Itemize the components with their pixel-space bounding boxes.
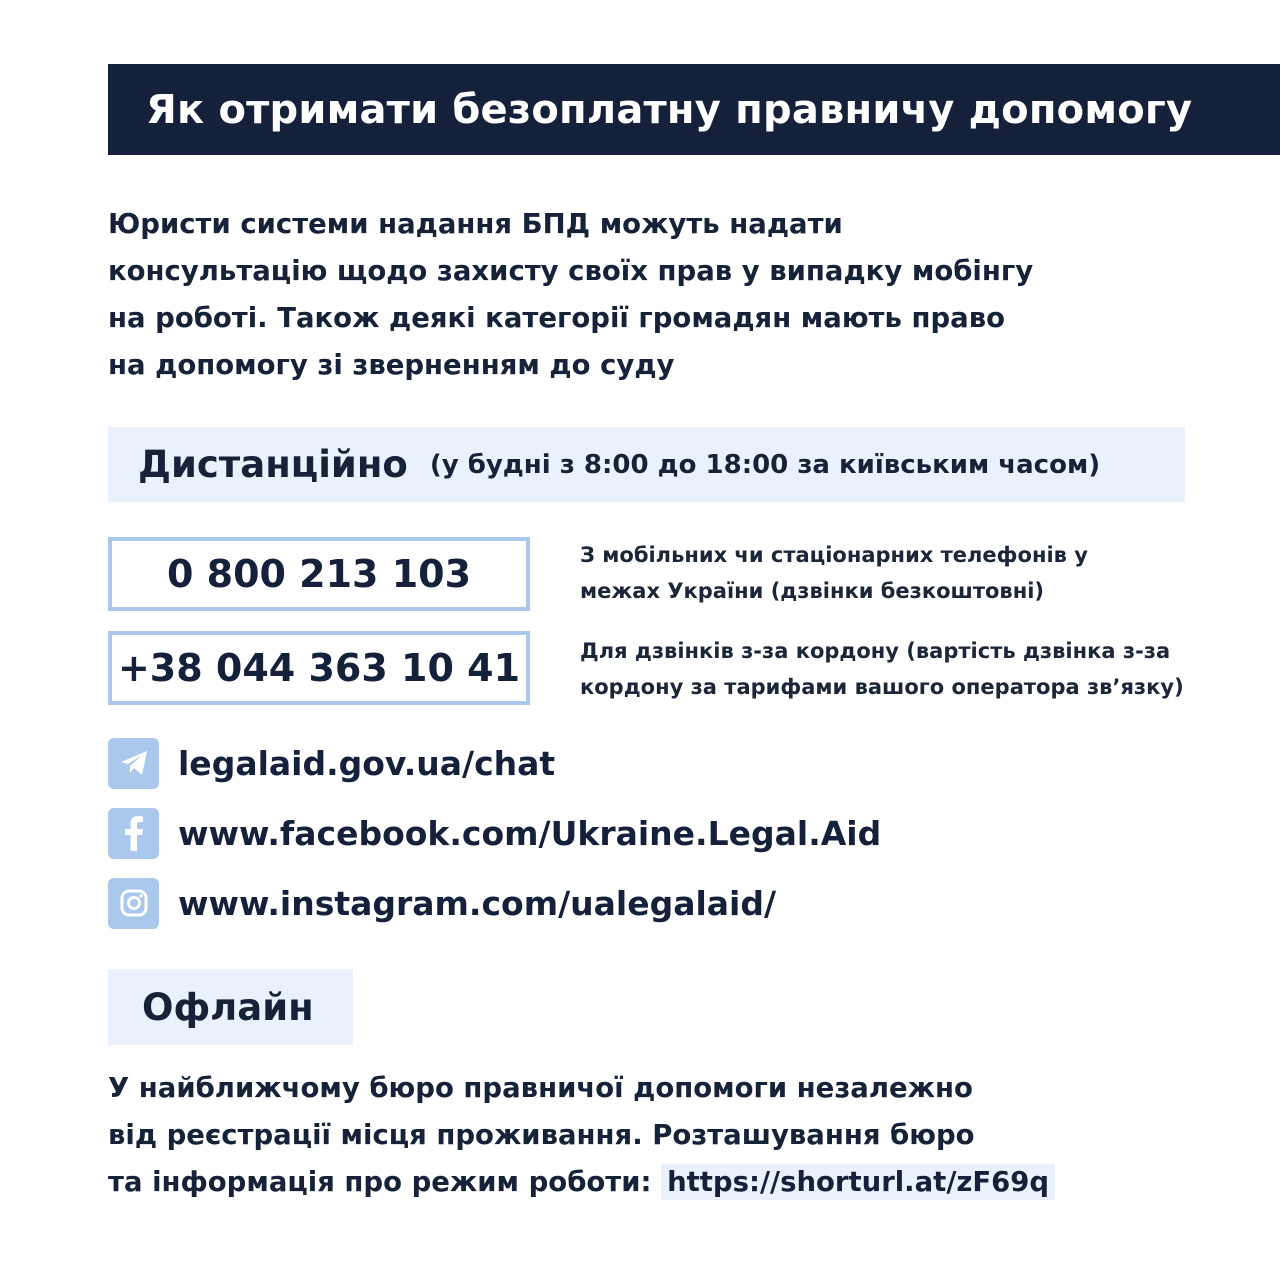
- offline-line-with-link: [108, 1159, 1208, 1206]
- remote-section-title: Дистанційно: [138, 443, 408, 486]
- instagram-icon: [108, 878, 159, 929]
- remote-hours-note: (у будні з 8:00 до 18:00 за київським часом): [429, 449, 1101, 480]
- offline-paragraph: [108, 1065, 1208, 1206]
- phone-note-line: кордону за тарифами вашого оператора зв’язку): [580, 675, 1184, 699]
- phone-number-domestic[interactable]: 0 800 213 103: [108, 537, 530, 611]
- phone-note-line: межах України (дзвінки безкоштовні): [580, 579, 1045, 603]
- phone-domestic-note: [580, 537, 1088, 609]
- intro-line: на допомогу зі зверненням до суду: [108, 349, 675, 381]
- facebook-page-link[interactable]: www.facebook.com/Ukraine.Legal.Aid: [178, 813, 882, 853]
- telegram-icon: [108, 738, 159, 789]
- remote-section-header: [108, 427, 1185, 502]
- page-title: Як отримати безоплатну правничу допомогу: [146, 86, 1193, 133]
- intro-line: Юристи системи надання БПД можуть надати: [108, 208, 843, 240]
- facebook-link-row: [108, 807, 881, 859]
- phone-international-note: [580, 633, 1184, 705]
- intro-line: консультацію щодо захисту своїх прав у випадку мобінгу: [108, 255, 1034, 287]
- title-banner: [108, 64, 1280, 155]
- telegram-chat-link[interactable]: legalaid.gov.ua/chat: [178, 743, 556, 783]
- instagram-profile-link[interactable]: www.instagram.com/ualegalaid/: [178, 883, 777, 923]
- instagram-link-row: [108, 877, 776, 929]
- offline-section-header: [108, 969, 353, 1045]
- phone-number-international[interactable]: +38 044 363 10 41: [108, 631, 530, 705]
- offline-section-title: Офлайн: [142, 985, 314, 1029]
- offline-line: У найближчому бюро правничої допомоги незалежно: [108, 1072, 973, 1104]
- offline-line-text: та інформація про режим роботи:: [108, 1166, 662, 1198]
- intro-paragraph: [108, 201, 1108, 389]
- bureau-locations-link[interactable]: https://shorturl.at/zF69q: [661, 1164, 1055, 1200]
- telegram-link-row: [108, 737, 555, 789]
- phone-note-line: З мобільних чи стаціонарних телефонів у: [580, 543, 1088, 567]
- phone-note-line: Для дзвінків з-за кордону (вартість дзвінка з-за: [580, 639, 1171, 663]
- intro-line: на роботі. Також деякі категорії громадян мають право: [108, 302, 1005, 334]
- facebook-icon: [108, 808, 159, 859]
- offline-line: від реєстрації місця проживання. Розташування бюро: [108, 1119, 975, 1151]
